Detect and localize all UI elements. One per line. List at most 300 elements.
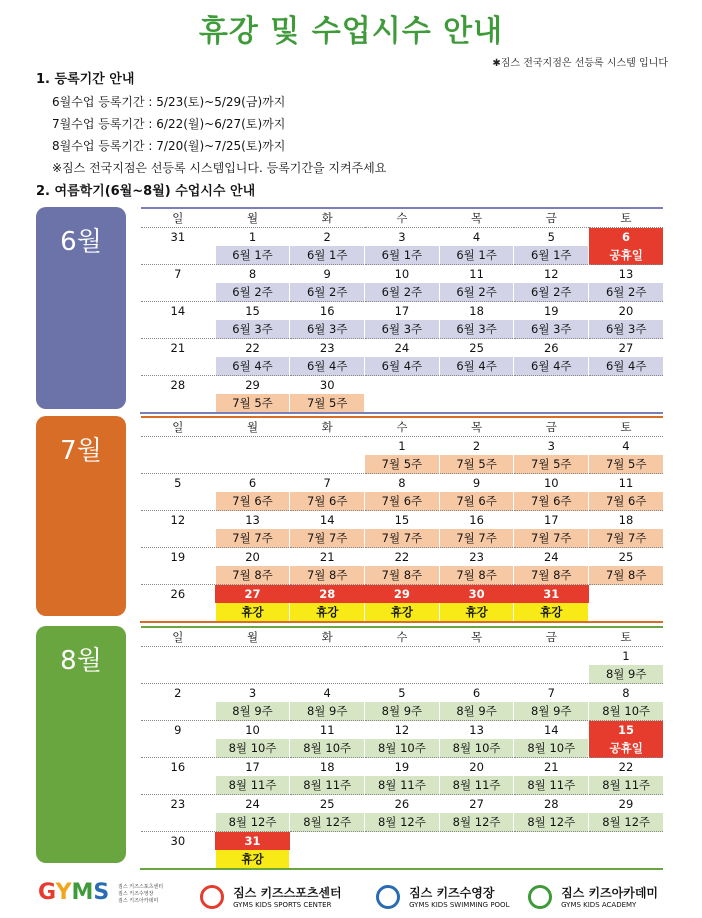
weekday-cell: 일 — [172, 420, 184, 434]
week-label-cell: 8월 10주 — [290, 739, 365, 758]
logo-sub-1: 짐스 키즈스포츠센터 — [118, 884, 164, 890]
date-cell: 24 — [365, 339, 440, 358]
week-label-cell: 8월 9주 — [290, 702, 365, 721]
date-cell: 25 — [290, 795, 365, 814]
week-label-row — [141, 529, 664, 548]
week-label-cell: 6월 3주 — [215, 320, 290, 339]
date-cell: 22 — [589, 758, 664, 777]
logo-letter-g: G — [38, 880, 56, 905]
week-label-row — [141, 776, 664, 795]
date-cell: 10 — [215, 721, 290, 740]
date-row — [141, 511, 664, 530]
brand-sports-eng: GYMS KIDS SPORTS CENTER — [233, 901, 332, 909]
date-cell: 27 — [439, 795, 514, 814]
week-label-cell: 7월 5주 — [589, 455, 664, 474]
date-cell: 20 — [589, 302, 664, 321]
week-label-cell: 7월 5주 — [439, 455, 514, 474]
date-cell: 13 — [589, 265, 664, 284]
week-label-cell — [290, 850, 365, 869]
week-label-cell: 6월 2주 — [439, 283, 514, 302]
weekday-cell: 일 — [172, 211, 184, 225]
logo-letter-y: Y — [55, 880, 72, 905]
week-label-cell: 6월 3주 — [365, 320, 440, 339]
page-title: 휴강 및 수업시수 안내 — [198, 14, 504, 49]
week-label-row — [141, 455, 664, 474]
week-label-cell — [141, 455, 216, 474]
week-label-cell: 8월 10주 — [215, 739, 290, 758]
date-cell: 4 — [439, 228, 514, 247]
date-cell: 28 — [141, 376, 216, 395]
reg-line-note: ※짐스 전국지점은 선등록 시스템입니다. 등록기간을 지켜주세요 — [52, 161, 387, 175]
date-cell: 21 — [141, 339, 216, 358]
week-label-cell — [290, 665, 365, 684]
week-label-cell: 7월 5주 — [365, 455, 440, 474]
week-label-cell: 7월 6주 — [365, 492, 440, 511]
week-label-cell: 7월 6주 — [215, 492, 290, 511]
week-label-cell — [141, 246, 216, 265]
date-cell: 6 — [589, 228, 664, 247]
weekday-cell: 수 — [396, 630, 408, 644]
date-cell: 28 — [290, 585, 365, 604]
week-label-cell: 6월 4주 — [514, 357, 589, 376]
weekday-header — [141, 417, 664, 437]
week-label-row — [141, 739, 664, 758]
week-label-cell — [365, 850, 440, 869]
swimming-badge-icon — [376, 885, 400, 909]
week-label-cell: 7월 5주 — [514, 455, 589, 474]
week-label-cell: 8월 11주 — [589, 776, 664, 795]
week-label-row — [141, 357, 664, 376]
week-label-cell: 7월 8주 — [215, 566, 290, 585]
date-cell: 4 — [589, 437, 664, 456]
calendar-7 — [140, 416, 663, 623]
date-cell: 3 — [365, 228, 440, 247]
date-cell: 22 — [365, 548, 440, 567]
month-label: 8월 — [60, 646, 102, 676]
date-cell: 31 — [141, 228, 216, 247]
week-label-cell: 7월 6주 — [589, 492, 664, 511]
weekday-cell: 수 — [396, 211, 408, 225]
week-label-cell: 7월 8주 — [365, 566, 440, 585]
date-cell: 18 — [439, 302, 514, 321]
date-cell: 7 — [290, 474, 365, 493]
date-cell: 22 — [215, 339, 290, 358]
week-label-cell — [141, 492, 216, 511]
date-cell: 17 — [514, 511, 589, 530]
date-cell: 2 — [141, 684, 216, 703]
date-cell: 17 — [215, 758, 290, 777]
week-label-row — [141, 394, 664, 413]
date-cell: 7 — [514, 684, 589, 703]
week-label-cell — [514, 394, 589, 413]
reg-line-june: 6월수업 등록기간 : 5/23(토)~5/29(금)까지 — [52, 95, 286, 109]
week-label-cell: 8월 12주 — [215, 813, 290, 832]
week-label-row — [141, 566, 664, 585]
date-cell — [589, 376, 664, 395]
weekday-cell: 일 — [172, 630, 184, 644]
weekday-cell: 목 — [471, 630, 483, 644]
date-cell — [141, 647, 216, 666]
week-label-cell: 휴강 — [290, 603, 365, 622]
date-cell: 12 — [514, 265, 589, 284]
date-cell: 12 — [141, 511, 216, 530]
week-label-cell — [141, 813, 216, 832]
date-cell: 9 — [290, 265, 365, 284]
date-cell: 11 — [290, 721, 365, 740]
month-tab-6 — [36, 207, 126, 409]
date-cell: 1 — [589, 647, 664, 666]
month-label: 7월 — [60, 436, 102, 466]
week-label-cell: 8월 9주 — [514, 702, 589, 721]
week-label-cell: 6월 4주 — [215, 357, 290, 376]
date-cell: 30 — [290, 376, 365, 395]
week-label-cell: 6월 1주 — [290, 246, 365, 265]
week-label-cell: 8월 10주 — [589, 702, 664, 721]
week-label-cell — [290, 455, 365, 474]
gyms-logo — [38, 880, 109, 905]
date-cell — [290, 832, 365, 851]
date-cell: 17 — [365, 302, 440, 321]
week-label-cell: 8월 12주 — [439, 813, 514, 832]
week-label-cell — [514, 850, 589, 869]
section1-title: 1. 등록기간 안내 — [36, 72, 135, 87]
brand-academy-name: 짐스 키즈아카데미 — [561, 886, 659, 900]
week-label-cell — [141, 394, 216, 413]
week-label-cell: 6월 4주 — [589, 357, 664, 376]
date-cell: 1 — [215, 228, 290, 247]
week-label-cell: 6월 2주 — [365, 283, 440, 302]
date-cell — [290, 647, 365, 666]
date-cell: 5 — [365, 684, 440, 703]
date-row — [141, 684, 664, 703]
weekday-cell: 화 — [321, 420, 333, 434]
date-row — [141, 302, 664, 321]
date-cell — [439, 647, 514, 666]
week-label-cell: 휴강 — [514, 603, 589, 622]
week-label-cell: 8월 11주 — [290, 776, 365, 795]
date-row — [141, 437, 664, 456]
section2-title: 2. 여름학기(6월~8월) 수업시수 안내 — [36, 184, 256, 199]
week-label-cell — [365, 394, 440, 413]
week-label-cell: 6월 1주 — [514, 246, 589, 265]
date-cell: 4 — [290, 684, 365, 703]
week-label-cell: 8월 11주 — [365, 776, 440, 795]
date-cell: 29 — [589, 795, 664, 814]
weekday-cell: 월 — [246, 420, 259, 434]
weekday-cell: 월 — [246, 630, 259, 644]
sports-badge-icon — [200, 885, 224, 909]
weekday-cell: 화 — [321, 630, 333, 644]
date-row — [141, 265, 664, 284]
date-row — [141, 548, 664, 567]
brand-swimming-eng: GYMS KIDS SWIMMING POOL — [409, 901, 510, 909]
week-label-cell — [514, 665, 589, 684]
week-label-cell: 공휴일 — [589, 739, 664, 758]
brand-swimming-name: 짐스 키즈수영장 — [409, 886, 495, 900]
weekday-cell: 금 — [545, 211, 557, 225]
date-cell — [215, 647, 290, 666]
week-label-cell: 8월 9주 — [215, 702, 290, 721]
date-cell: 9 — [141, 721, 216, 740]
date-cell: 18 — [290, 758, 365, 777]
date-cell: 5 — [141, 474, 216, 493]
weekday-header — [141, 627, 664, 647]
week-label-row — [141, 492, 664, 511]
week-label-cell — [141, 702, 216, 721]
logo-sub-3: 짐스 키즈아카데미 — [118, 898, 159, 904]
date-cell: 23 — [290, 339, 365, 358]
weekday-cell: 금 — [545, 420, 557, 434]
date-cell: 24 — [215, 795, 290, 814]
week-label-cell — [141, 665, 216, 684]
week-label-cell: 8월 12주 — [589, 813, 664, 832]
date-cell: 3 — [215, 684, 290, 703]
date-cell: 21 — [290, 548, 365, 567]
week-label-cell: 7월 5주 — [290, 394, 365, 413]
week-label-cell — [589, 394, 664, 413]
week-label-cell — [141, 320, 216, 339]
week-label-cell — [439, 850, 514, 869]
date-cell — [589, 832, 664, 851]
week-label-cell: 8월 12주 — [514, 813, 589, 832]
week-label-cell — [141, 603, 216, 622]
week-label-row — [141, 702, 664, 721]
week-label-cell: 7월 8주 — [514, 566, 589, 585]
week-label-cell: 6월 2주 — [290, 283, 365, 302]
week-label-cell — [365, 665, 440, 684]
date-cell: 3 — [514, 437, 589, 456]
date-cell: 15 — [215, 302, 290, 321]
date-row — [141, 474, 664, 493]
week-label-cell: 8월 11주 — [215, 776, 290, 795]
week-label-cell: 7월 7주 — [439, 529, 514, 548]
date-cell: 7 — [141, 265, 216, 284]
date-cell: 10 — [365, 265, 440, 284]
date-cell: 16 — [439, 511, 514, 530]
week-label-cell: 8월 9주 — [589, 665, 664, 684]
week-label-cell: 6월 3주 — [439, 320, 514, 339]
weekday-cell: 목 — [471, 211, 483, 225]
date-cell: 11 — [589, 474, 664, 493]
week-label-cell: 7월 5주 — [215, 394, 290, 413]
date-cell — [365, 832, 440, 851]
date-cell: 29 — [215, 376, 290, 395]
weekday-cell: 토 — [620, 420, 632, 434]
date-cell: 26 — [141, 585, 216, 604]
week-label-cell: 6월 1주 — [215, 246, 290, 265]
date-cell: 8 — [215, 265, 290, 284]
date-cell: 14 — [514, 721, 589, 740]
week-label-cell: 8월 11주 — [439, 776, 514, 795]
week-label-cell: 7월 8주 — [439, 566, 514, 585]
week-label-cell — [215, 455, 290, 474]
week-label-cell: 휴강 — [439, 603, 514, 622]
brand-sports — [200, 884, 342, 909]
week-label-cell — [589, 603, 664, 622]
week-label-cell: 7월 6주 — [514, 492, 589, 511]
brand-sports-name: 짐스 키즈스포츠센터 — [233, 886, 342, 900]
week-label-cell: 휴강 — [365, 603, 440, 622]
month-label: 6월 — [60, 227, 102, 257]
week-label-cell: 6월 4주 — [439, 357, 514, 376]
date-cell: 27 — [589, 339, 664, 358]
date-cell: 12 — [365, 721, 440, 740]
week-label-cell: 7월 6주 — [290, 492, 365, 511]
date-cell: 2 — [439, 437, 514, 456]
week-label-cell — [141, 566, 216, 585]
brand-academy-eng: GYMS KIDS ACADEMY — [561, 901, 637, 909]
week-label-cell: 7월 8주 — [290, 566, 365, 585]
date-cell: 1 — [365, 437, 440, 456]
logo-sublist — [118, 884, 163, 905]
date-cell: 30 — [141, 832, 216, 851]
date-cell — [290, 437, 365, 456]
date-cell: 27 — [215, 585, 290, 604]
week-label-cell: 8월 10주 — [514, 739, 589, 758]
week-label-cell: 8월 12주 — [365, 813, 440, 832]
date-cell — [439, 832, 514, 851]
weekday-cell: 토 — [620, 630, 632, 644]
date-cell: 19 — [365, 758, 440, 777]
week-label-cell — [589, 850, 664, 869]
date-cell: 8 — [365, 474, 440, 493]
week-label-cell: 7월 6주 — [439, 492, 514, 511]
reg-line-august: 8월수업 등록기간 : 7/20(월)~7/25(토)까지 — [52, 139, 286, 153]
date-cell: 10 — [514, 474, 589, 493]
date-cell: 6 — [439, 684, 514, 703]
week-label-cell — [141, 739, 216, 758]
weekday-cell: 월 — [246, 211, 259, 225]
week-label-row — [141, 283, 664, 302]
week-label-cell: 공휴일 — [589, 246, 664, 265]
date-cell: 24 — [514, 548, 589, 567]
week-label-cell: 7월 7주 — [365, 529, 440, 548]
week-label-cell: 6월 4주 — [290, 357, 365, 376]
week-label-cell: 휴강 — [215, 603, 290, 622]
logo-letter-s: S — [93, 880, 110, 905]
date-cell: 11 — [439, 265, 514, 284]
date-cell: 25 — [439, 339, 514, 358]
week-label-cell — [439, 394, 514, 413]
date-row — [141, 721, 664, 740]
week-label-cell — [215, 665, 290, 684]
date-cell — [439, 376, 514, 395]
week-label-row — [141, 665, 664, 684]
week-label-cell — [141, 529, 216, 548]
date-cell: 13 — [439, 721, 514, 740]
week-label-cell: 8월 9주 — [365, 702, 440, 721]
week-label-cell: 휴강 — [215, 850, 290, 869]
date-row — [141, 647, 664, 666]
date-cell: 18 — [589, 511, 664, 530]
date-row — [141, 339, 664, 358]
week-label-cell: 8월 10주 — [365, 739, 440, 758]
date-cell — [365, 376, 440, 395]
date-row — [141, 376, 664, 395]
date-cell: 31 — [215, 832, 290, 851]
week-label-cell — [141, 283, 216, 302]
date-cell: 29 — [365, 585, 440, 604]
date-cell — [365, 647, 440, 666]
date-row — [141, 795, 664, 814]
week-label-cell: 6월 3주 — [514, 320, 589, 339]
date-cell: 28 — [514, 795, 589, 814]
top-note: ✱짐스 전국지점은 선등록 시스템 입니다 — [492, 58, 668, 69]
week-label-cell: 6월 2주 — [215, 283, 290, 302]
logo-sub-2: 짐스 키즈수영장 — [118, 891, 154, 897]
weekday-cell: 토 — [620, 211, 632, 225]
date-cell: 9 — [439, 474, 514, 493]
weekday-header — [141, 208, 664, 228]
week-label-cell: 7월 7주 — [514, 529, 589, 548]
week-label-cell: 7월 7주 — [215, 529, 290, 548]
date-cell: 20 — [439, 758, 514, 777]
weekday-cell: 금 — [545, 630, 557, 644]
date-cell: 19 — [141, 548, 216, 567]
date-cell: 30 — [439, 585, 514, 604]
date-cell: 15 — [365, 511, 440, 530]
date-cell: 20 — [215, 548, 290, 567]
week-label-row — [141, 813, 664, 832]
date-cell: 14 — [141, 302, 216, 321]
date-cell: 31 — [514, 585, 589, 604]
week-label-cell — [141, 776, 216, 795]
week-label-cell — [141, 357, 216, 376]
date-cell: 23 — [439, 548, 514, 567]
date-cell: 16 — [290, 302, 365, 321]
calendar-8 — [140, 626, 663, 870]
week-label-cell: 6월 2주 — [514, 283, 589, 302]
date-cell: 26 — [365, 795, 440, 814]
month-tab-7 — [36, 416, 126, 616]
weekday-cell: 수 — [396, 420, 408, 434]
date-cell: 2 — [290, 228, 365, 247]
week-label-cell: 6월 3주 — [290, 320, 365, 339]
week-label-cell: 8월 9주 — [439, 702, 514, 721]
week-label-row — [141, 850, 664, 869]
date-cell: 13 — [215, 511, 290, 530]
date-cell — [514, 832, 589, 851]
brand-academy — [528, 884, 658, 909]
week-label-cell: 6월 1주 — [365, 246, 440, 265]
date-row — [141, 228, 664, 247]
date-row — [141, 832, 664, 851]
date-cell: 16 — [141, 758, 216, 777]
brand-swimming — [376, 884, 509, 909]
week-label-cell: 7월 8주 — [589, 566, 664, 585]
date-cell — [514, 376, 589, 395]
date-cell — [215, 437, 290, 456]
reg-line-july: 7월수업 등록기간 : 6/22(월)~6/27(토)까지 — [52, 117, 286, 131]
week-label-cell: 8월 11주 — [514, 776, 589, 795]
date-row — [141, 758, 664, 777]
week-label-cell — [439, 665, 514, 684]
week-label-row — [141, 320, 664, 339]
week-label-cell: 6월 2주 — [589, 283, 664, 302]
week-label-cell: 7월 7주 — [290, 529, 365, 548]
week-label-cell: 6월 4주 — [365, 357, 440, 376]
academy-badge-icon — [528, 885, 552, 909]
week-label-row — [141, 603, 664, 622]
date-cell: 25 — [589, 548, 664, 567]
weekday-cell: 화 — [321, 211, 333, 225]
week-label-cell: 8월 10주 — [439, 739, 514, 758]
date-cell: 23 — [141, 795, 216, 814]
date-cell: 19 — [514, 302, 589, 321]
weekday-cell: 목 — [471, 420, 483, 434]
date-row — [141, 585, 664, 604]
calendar-6 — [140, 207, 663, 414]
